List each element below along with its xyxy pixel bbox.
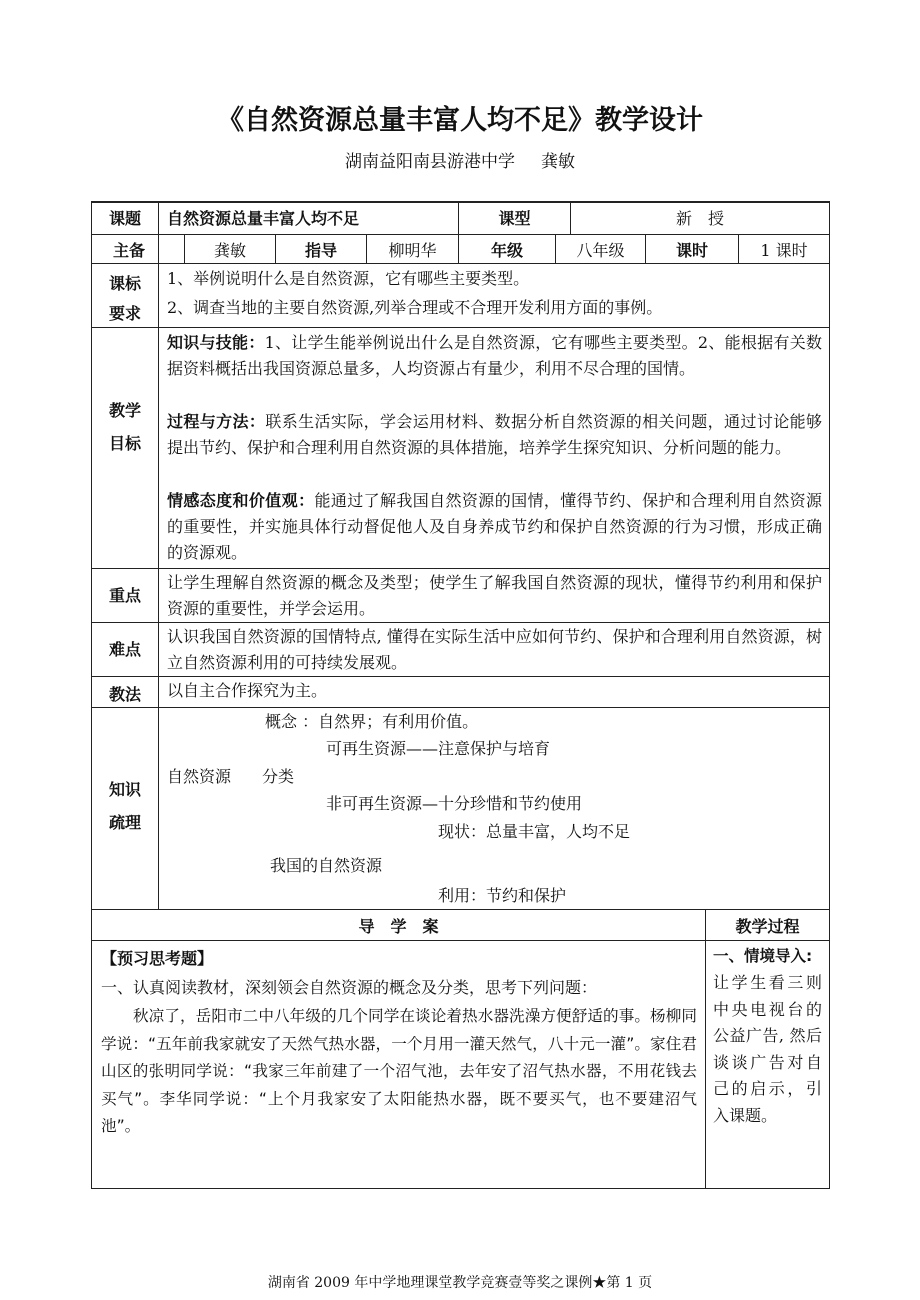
outline-label: 疏理 (108, 813, 141, 832)
preview-title: 【预习思考题】 (101, 949, 214, 968)
table-border-top (91, 201, 830, 203)
table-border-bottom (91, 1188, 830, 1189)
outline-renewable: 可再生资源——注意保护与培育 (326, 739, 551, 758)
goal-knowledge-head: 知识与技能： (167, 333, 265, 352)
row-divider (91, 263, 830, 264)
guide-column-divider (705, 909, 706, 1189)
grade-value: 八年级 (576, 241, 625, 260)
method-label: 教法 (108, 685, 141, 704)
row-divider (91, 568, 830, 569)
story-text: 秋凉了，岳阳市二中八年级的几个同学在谈论着热水器洗澡方便舒适的事。杨柳同学说：“五年前我家就安了天然气热水器，一个月用一灌天然气，八十元一灌”。家住君山区的张明同学说：“我家三年前建了一个沼气池，去年安了沼气热水器，不用花钱去买气”。李华同学说：“上个月我家安了太阳能热水器，既不要买气，也不要建沼气池”。 (101, 1007, 697, 1136)
goal-process-text: 联系生活实际，学会运用材料、数据分析自然资源的相关问题，通过讨论能够提出节约、保护和合理利用自然资源的具体措施，培养学生探究知识、分析问题的能力。 (167, 412, 822, 458)
row-divider (91, 707, 830, 708)
type-value: 新 授 (675, 209, 724, 228)
goal-knowledge-text: 1、让学生能举例说出什么是自然资源，它有哪些主要类型。2、能根据有关数据资料概括出我国资源总量多，人均资源占有量少，利用不尽合理的国情。 (167, 333, 822, 379)
process-header: 教学过程 (735, 917, 800, 936)
goal-emotion (167, 488, 822, 567)
goals-label: 教学 (108, 401, 141, 420)
document-title: 《自然资源总量丰富人均不足》教学设计 (217, 105, 703, 136)
guide-header: 导 学 案 (358, 917, 439, 936)
goal-knowledge (167, 330, 822, 382)
process-step-head: 一、情境导入: (713, 947, 813, 965)
row-divider (91, 234, 830, 235)
grade-label: 年级 (490, 241, 523, 260)
label-column-divider (158, 201, 159, 910)
outline-classify: 分类 (262, 767, 295, 786)
goals-label: 目标 (108, 434, 141, 453)
row-divider (91, 327, 830, 328)
outline-use: 利用：节约和保护 (438, 886, 567, 905)
goal-process (167, 409, 822, 461)
key-label: 重点 (108, 586, 141, 605)
standard-line: 2、调查当地的主要自然资源,列举合理或不合理开发利用方面的事例。 (167, 298, 663, 317)
row-divider (91, 940, 830, 941)
school-name: 湖南益阳南县游港中学 (345, 152, 515, 172)
hours-value: 1 课时 (760, 241, 808, 260)
page-footer: 湖南省 2009 年中学地理课堂教学竞赛壹等奖之课例★第 1 页 (267, 1275, 653, 1291)
outline-concept: 概念 ：自然界；有利用价值。 (265, 712, 479, 731)
outline-nonrenewable: 非可再生资源—十分珍惜和节约使用 (326, 794, 583, 813)
difficult-text: 认识我国自然资源的国情特点, 懂得在实际生活中应如何节约、保护和合理利用自然资源，树立自然资源利用的可持续发展观。 (167, 627, 822, 673)
outline-label: 知识 (108, 780, 141, 799)
goal-emotion-head: 情感态度和价值观： (167, 491, 315, 510)
outline-root: 自然资源 (167, 767, 232, 786)
key-text: 让学生理解自然资源的概念及类型；使学生了解我国自然资源的现状，懂得节约利用和保护资源的重要性，并学会运用。 (167, 573, 822, 619)
difficult-label: 难点 (108, 640, 141, 659)
type-label: 课型 (498, 209, 531, 228)
guide-label: 指导 (304, 241, 337, 260)
guide-value: 柳明华 (388, 241, 437, 260)
author-name: 龚敏 (541, 152, 575, 172)
process-step-text: 让学生看三则中央电视台的公益广告, 然后谈谈广告对自己的启示，引入课题。 (713, 973, 822, 1125)
question-one: 一、认真阅读教材，深刻领会自然资源的概念及分类，思考下列问题： (101, 978, 598, 997)
standard-line: 1、举例说明什么是自然资源，它有哪些主要类型。 (167, 269, 530, 288)
author-line (0, 147, 920, 172)
method-text: 以自主合作探究为主。 (167, 681, 328, 700)
goal-process-head: 过程与方法： (167, 412, 266, 431)
outline-china: 我国的自然资源 (270, 856, 383, 875)
row-divider (91, 909, 830, 910)
topic-value: 自然资源总量丰富人均不足 (167, 209, 360, 228)
topic-label: 课题 (108, 209, 141, 228)
table-border-right (829, 201, 830, 1189)
goal-emotion-text: 能通过了解我国自然资源的国情，懂得节约、保护和合理利用自然资源的重要性，并实施具体行动督促他人及自身养成节约和保护自然资源的行为习惯，形成正确的资源观。 (167, 491, 822, 563)
standard-label: 要求 (108, 304, 141, 323)
hours-label: 课时 (675, 241, 708, 260)
standard-label: 课标 (108, 274, 141, 293)
lead-value: 龚敏 (213, 241, 246, 260)
outline-status: 现状：总量丰富，人均不足 (438, 822, 631, 841)
lead-label: 主备 (113, 241, 146, 260)
